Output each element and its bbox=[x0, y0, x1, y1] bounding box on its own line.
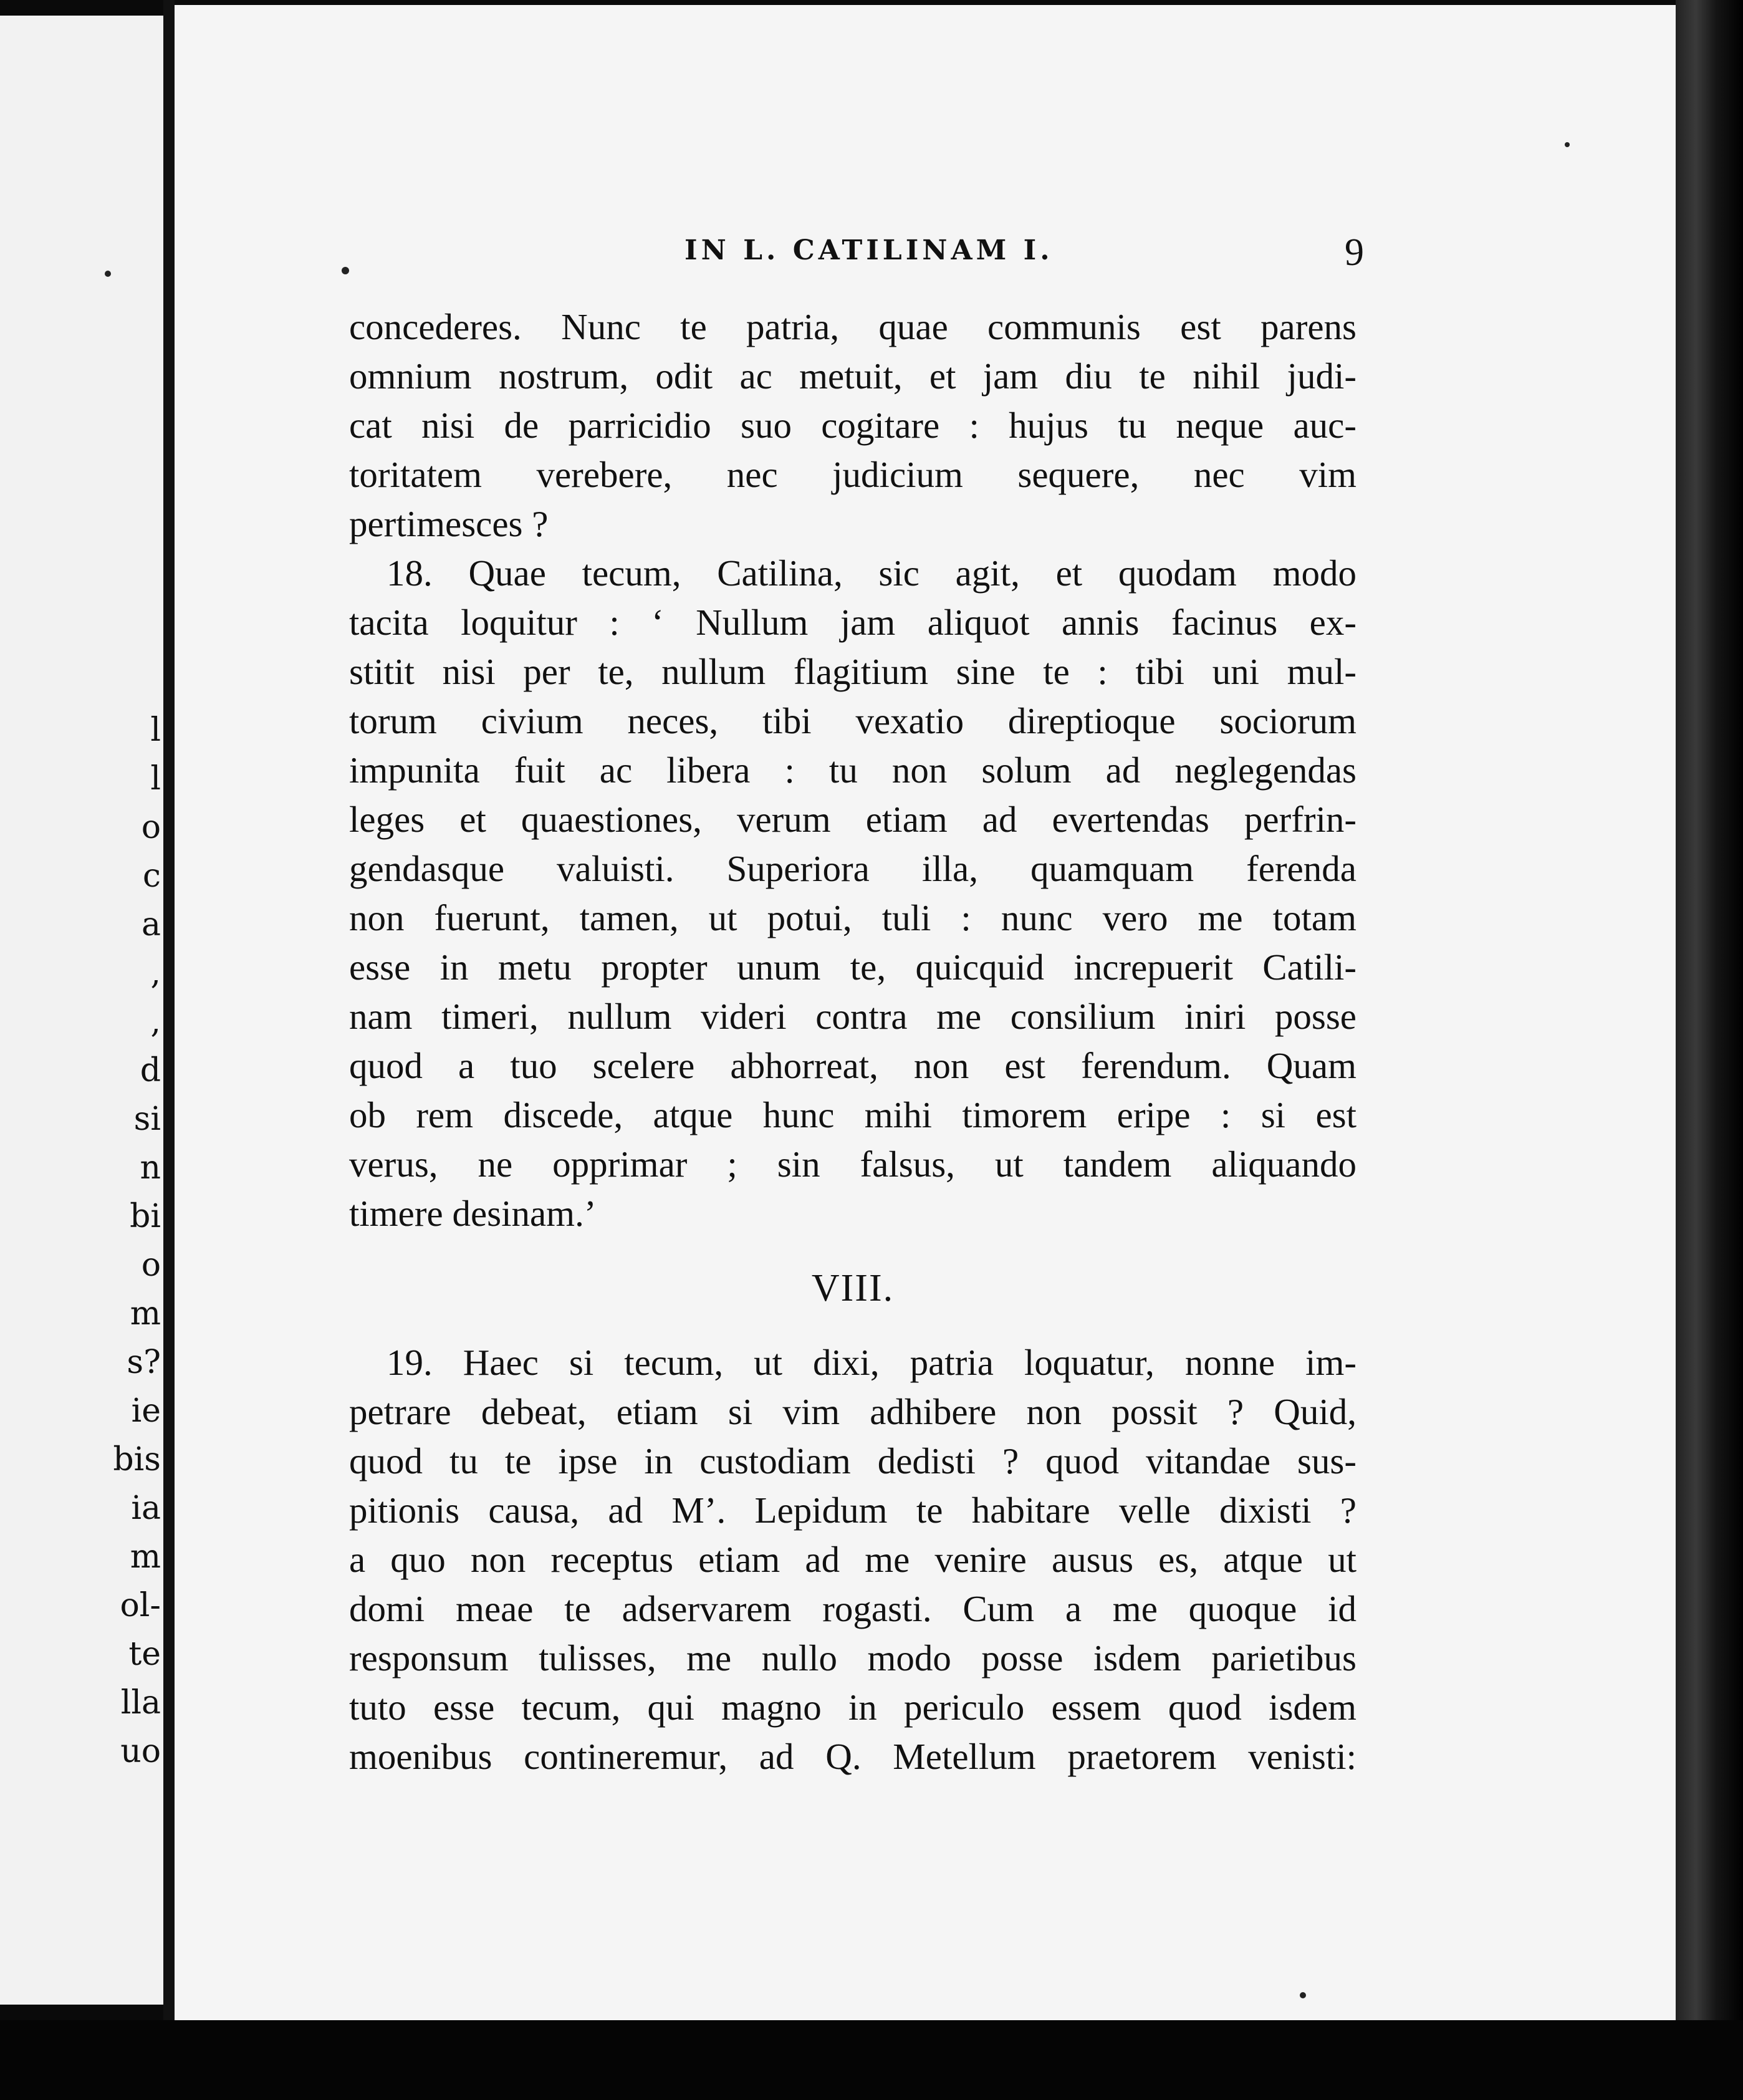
scan-speck bbox=[1565, 142, 1570, 147]
text-line: 19. Haec si tecum, ut dixi, patria loquatur, nonne im- bbox=[387, 1342, 1356, 1383]
page-gutter bbox=[163, 0, 175, 2026]
running-title: IN L. CATILINAM I. bbox=[684, 234, 1054, 266]
facing-page-fragment: lla bbox=[120, 1684, 161, 1722]
facing-page-fragment: te bbox=[128, 1635, 161, 1673]
text-line: quod a tuo scelere abhorreat, non est ferendum. Quam bbox=[349, 1045, 1356, 1086]
text-line: torum civium neces, tibi vexatio direptioque sociorum bbox=[349, 700, 1356, 741]
scan-speck bbox=[1300, 1992, 1306, 1998]
facing-page-fragment: o bbox=[141, 809, 161, 846]
text-line: pitionis causa, ad M’. Lepidum te habitare velle dixisti ? bbox=[349, 1490, 1356, 1531]
text-line: nam timeri, nullum videri contra me consilium iniri posse bbox=[349, 996, 1356, 1037]
text-line: pertimesces ? bbox=[349, 503, 549, 544]
text-line: 18. Quae tecum, Catilina, sic agit, et quodam modo bbox=[387, 552, 1356, 594]
facing-page-fragment: d bbox=[140, 1052, 161, 1089]
facing-page-fragment: c bbox=[142, 857, 161, 895]
text-line: moenibus contineremur, ad Q. Metellum praetorem venisti: bbox=[349, 1736, 1356, 1777]
text-line: domi meae te adservarem rogasti. Cum a me quoque id bbox=[349, 1588, 1356, 1629]
page-header bbox=[684, 231, 1364, 278]
facing-page-fragment: , bbox=[150, 1003, 161, 1041]
text-line: impunita fuit ac libera : tu non solum ad neglegendas bbox=[349, 749, 1356, 791]
scan-border bbox=[0, 2020, 1743, 2100]
facing-page-fragment: , bbox=[150, 955, 161, 992]
text-line: responsum tulisses, me nullo modo posse isdem parietibus bbox=[349, 1637, 1356, 1679]
facing-page-fragment: o bbox=[141, 1246, 161, 1284]
text-line: leges et quaestiones, verum etiam ad evertendas perfrin- bbox=[349, 799, 1356, 840]
facing-page-fragment: bis bbox=[113, 1441, 161, 1478]
text-line: non fuerunt, tamen, ut potui, tuli : nunc vero me totam bbox=[349, 897, 1356, 938]
text-line: tacita loquitur : ‘ Nullum jam aliquot annis facinus ex- bbox=[349, 602, 1356, 643]
text-line: cat nisi de parricidio suo cogitare : hujus tu neque auc- bbox=[349, 405, 1356, 446]
text-line: gendasque valuisti. Superiora illa, quamquam ferenda bbox=[349, 848, 1356, 889]
text-line: petrare debeat, etiam si vim adhibere non possit ? Quid, bbox=[349, 1391, 1356, 1432]
facing-page-fragment: n bbox=[140, 1149, 161, 1187]
facing-page-fragment: a bbox=[141, 906, 161, 943]
facing-page-fragment: m bbox=[130, 1538, 161, 1576]
scan-speck bbox=[105, 271, 111, 277]
text-line: verus, ne opprimar ; sin falsus, ut tandem aliquando bbox=[349, 1144, 1356, 1185]
text-line: quod tu te ipse in custodiam dedisti ? quod vitandae sus- bbox=[349, 1440, 1356, 1481]
text-line: toritatem verebere, nec judicium sequere, nec vim bbox=[349, 454, 1356, 495]
section-heading: VIII. bbox=[811, 1267, 895, 1309]
text-line: tuto esse tecum, qui magno in periculo essem quod isdem bbox=[349, 1687, 1356, 1728]
facing-page-fragment: m bbox=[130, 1295, 161, 1332]
body-text bbox=[349, 302, 1356, 1781]
facing-page-fragment: ia bbox=[131, 1490, 161, 1527]
paragraph-group-bottom bbox=[349, 1338, 1356, 1781]
facing-page-strip bbox=[0, 16, 163, 2005]
text-line: stitit nisi per te, nullum flagitium sine te : tibi uni mul- bbox=[349, 651, 1356, 692]
text-line: esse in metu propter unum te, quicquid increpuerit Catili- bbox=[349, 946, 1356, 988]
facing-page-fragment: si bbox=[133, 1101, 161, 1138]
text-line: omnium nostrum, odit ac metuit, et jam diu te nihil judi- bbox=[349, 355, 1356, 397]
paragraph-group-top bbox=[349, 302, 1356, 1238]
facing-page-fragment: ie bbox=[131, 1392, 161, 1430]
facing-page-fragment: bi bbox=[130, 1198, 161, 1235]
text-line: ob rem discede, atque hunc mihi timorem eripe : si est bbox=[349, 1094, 1356, 1135]
book-edge bbox=[1676, 0, 1743, 2100]
text-line: timere desinam.’ bbox=[349, 1193, 597, 1234]
facing-page-fragment: s? bbox=[127, 1344, 161, 1381]
facing-page-fragment: uo bbox=[120, 1733, 161, 1770]
page-number: 9 bbox=[1345, 231, 1364, 274]
facing-page-fragment: ol- bbox=[120, 1587, 161, 1624]
facing-page-fragment: l bbox=[150, 711, 161, 749]
facing-page-fragment: l bbox=[150, 760, 161, 797]
text-line: a quo non receptus etiam ad me venire ausus es, atque ut bbox=[349, 1539, 1356, 1580]
scan-speck bbox=[342, 267, 349, 274]
text-line: concederes. Nunc te patria, quae communis est parens bbox=[349, 306, 1356, 347]
